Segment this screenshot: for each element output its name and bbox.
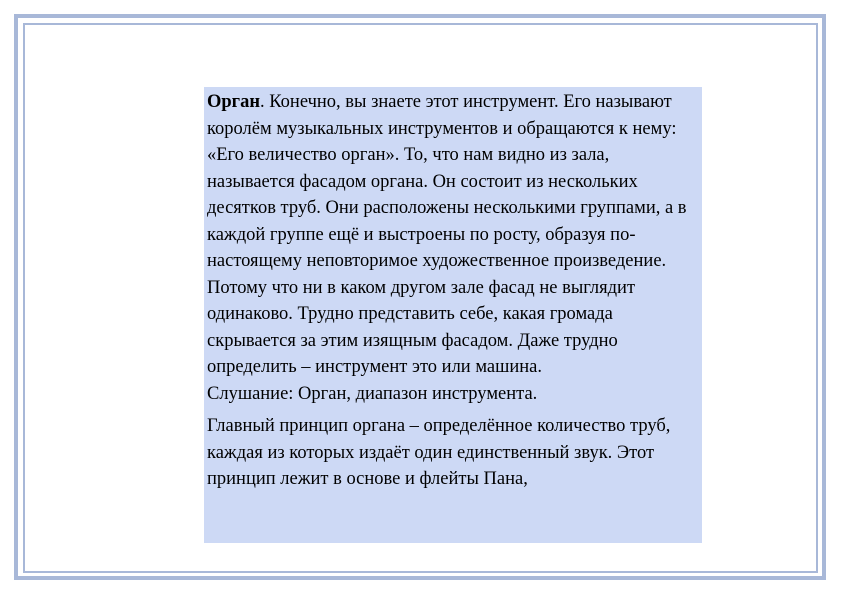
paragraph-organ-principle: Главный принцип органа – определённое количество труб, каждая из которых издаёт один единственный звук. Этот принцип лежит в основе и флейты Пана, [207, 416, 671, 489]
term-organ: Орган [207, 92, 260, 112]
paragraph-organ-intro [207, 89, 699, 381]
paragraph-organ-intro-text: . Конечно, вы знаете этот инструмент. Его называют королём музыкальных инструментов и обращаются к нему: «Его величество орган». То, что нам видно из зала, называется фасадом органа. Он состоит из нескольких десятков труб. Они расположены несколькими группами, а в каждой группе ещё и выстроены по росту, образуя по-настоящему неповторимое художественное произведение. Потому что ни в каком другом зале фасад не выглядит одинаково. Трудно представить себе, какая громада скрывается за этим изящным фасадом. Даже трудно определить – инструмент это или машина. [207, 92, 687, 377]
paragraph-listening: Слушание: Орган, диапазон инструмента. [207, 383, 538, 404]
text-box [204, 87, 702, 543]
